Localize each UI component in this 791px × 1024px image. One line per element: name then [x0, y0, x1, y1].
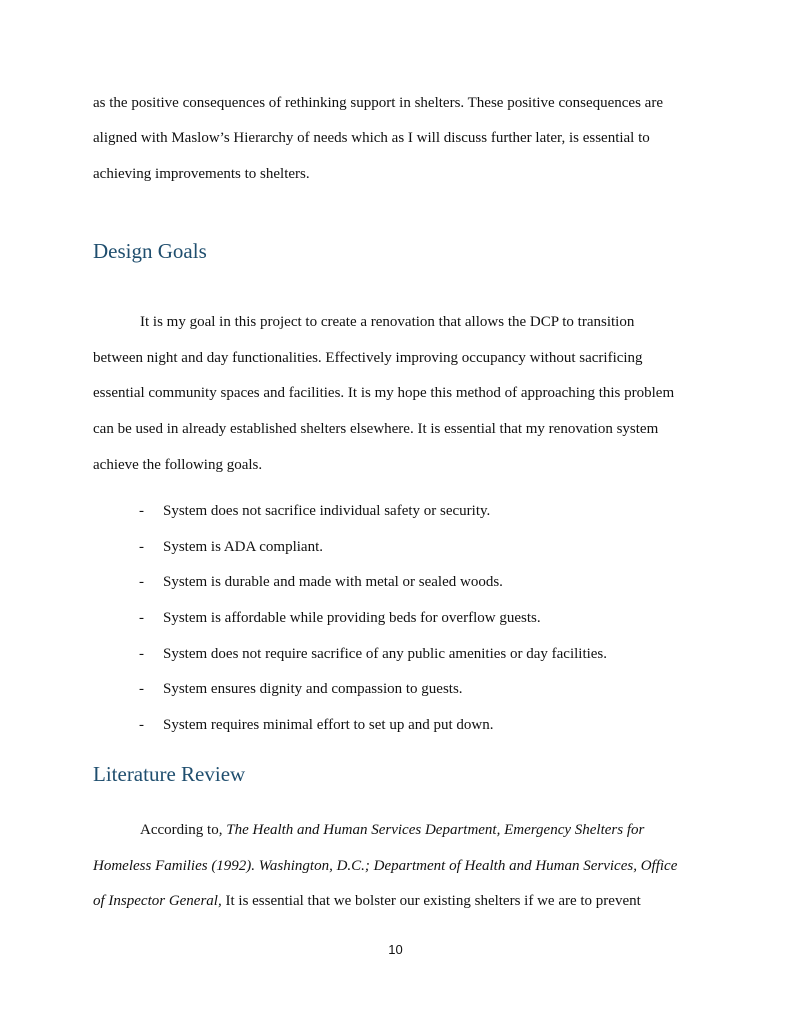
bullet-marker: - [139, 539, 144, 555]
intro-line-1: as the positive consequences of rethinking support in shelters. These positive consequences are [93, 95, 663, 111]
design-goals-line-2: between night and day functionalities. Effectively improving occupancy without sacrificing [93, 350, 643, 366]
intro-line-2: aligned with Maslow’s Hierarchy of needs which as I will discuss further later, is essential to [93, 130, 650, 146]
intro-line-3: achieving improvements to shelters. [93, 166, 310, 182]
bullet-marker: - [139, 574, 144, 590]
goal-item: System is ADA compliant. [163, 539, 324, 555]
citation-title-cont: Homeless Families (1992). Washington, D.C.; Department of Health and Human Services, Office [93, 858, 678, 874]
goal-item: System is affordable while providing beds for overflow guests. [163, 610, 541, 626]
literature-review-line-1 [140, 821, 644, 839]
goal-item: System is durable and made with metal or sealed woods. [163, 574, 503, 590]
goal-item: System ensures dignity and compassion to guests. [163, 681, 463, 697]
goal-item: System does not sacrifice individual safety or security. [163, 503, 491, 519]
citation-lead: According to, [140, 822, 227, 838]
design-goals-line-3: essential community spaces and facilities. It is my hope this method of approaching this problem [93, 385, 675, 401]
literature-review-line-3 [93, 892, 641, 910]
literature-review-heading: Literature Review [93, 762, 246, 786]
bullet-marker: - [139, 610, 144, 626]
literature-review-line-2 [93, 857, 677, 875]
design-goals-line-4: can be used in already established shelters elsewhere. It is essential that my renovation system [93, 421, 659, 437]
literature-review-text: It is essential that we bolster our existing shelters if we are to prevent [221, 893, 641, 909]
bullet-marker: - [139, 717, 144, 733]
bullet-marker: - [139, 503, 144, 519]
citation-title-end: of Inspector General, [93, 893, 222, 909]
bullet-marker: - [139, 646, 144, 662]
page-number: 10 [388, 942, 403, 957]
design-goals-heading: Design Goals [93, 239, 207, 263]
bullet-marker: - [139, 681, 144, 697]
citation-title: The Health and Human Services Department, Emergency Shelters for [226, 822, 645, 838]
design-goals-line-5: achieve the following goals. [93, 457, 263, 473]
goal-item: System requires minimal effort to set up and put down. [163, 717, 494, 733]
design-goals-line-1: It is my goal in this project to create a renovation that allows the DCP to transition [140, 314, 635, 330]
goal-item: System does not require sacrifice of any public amenities or day facilities. [163, 646, 608, 662]
